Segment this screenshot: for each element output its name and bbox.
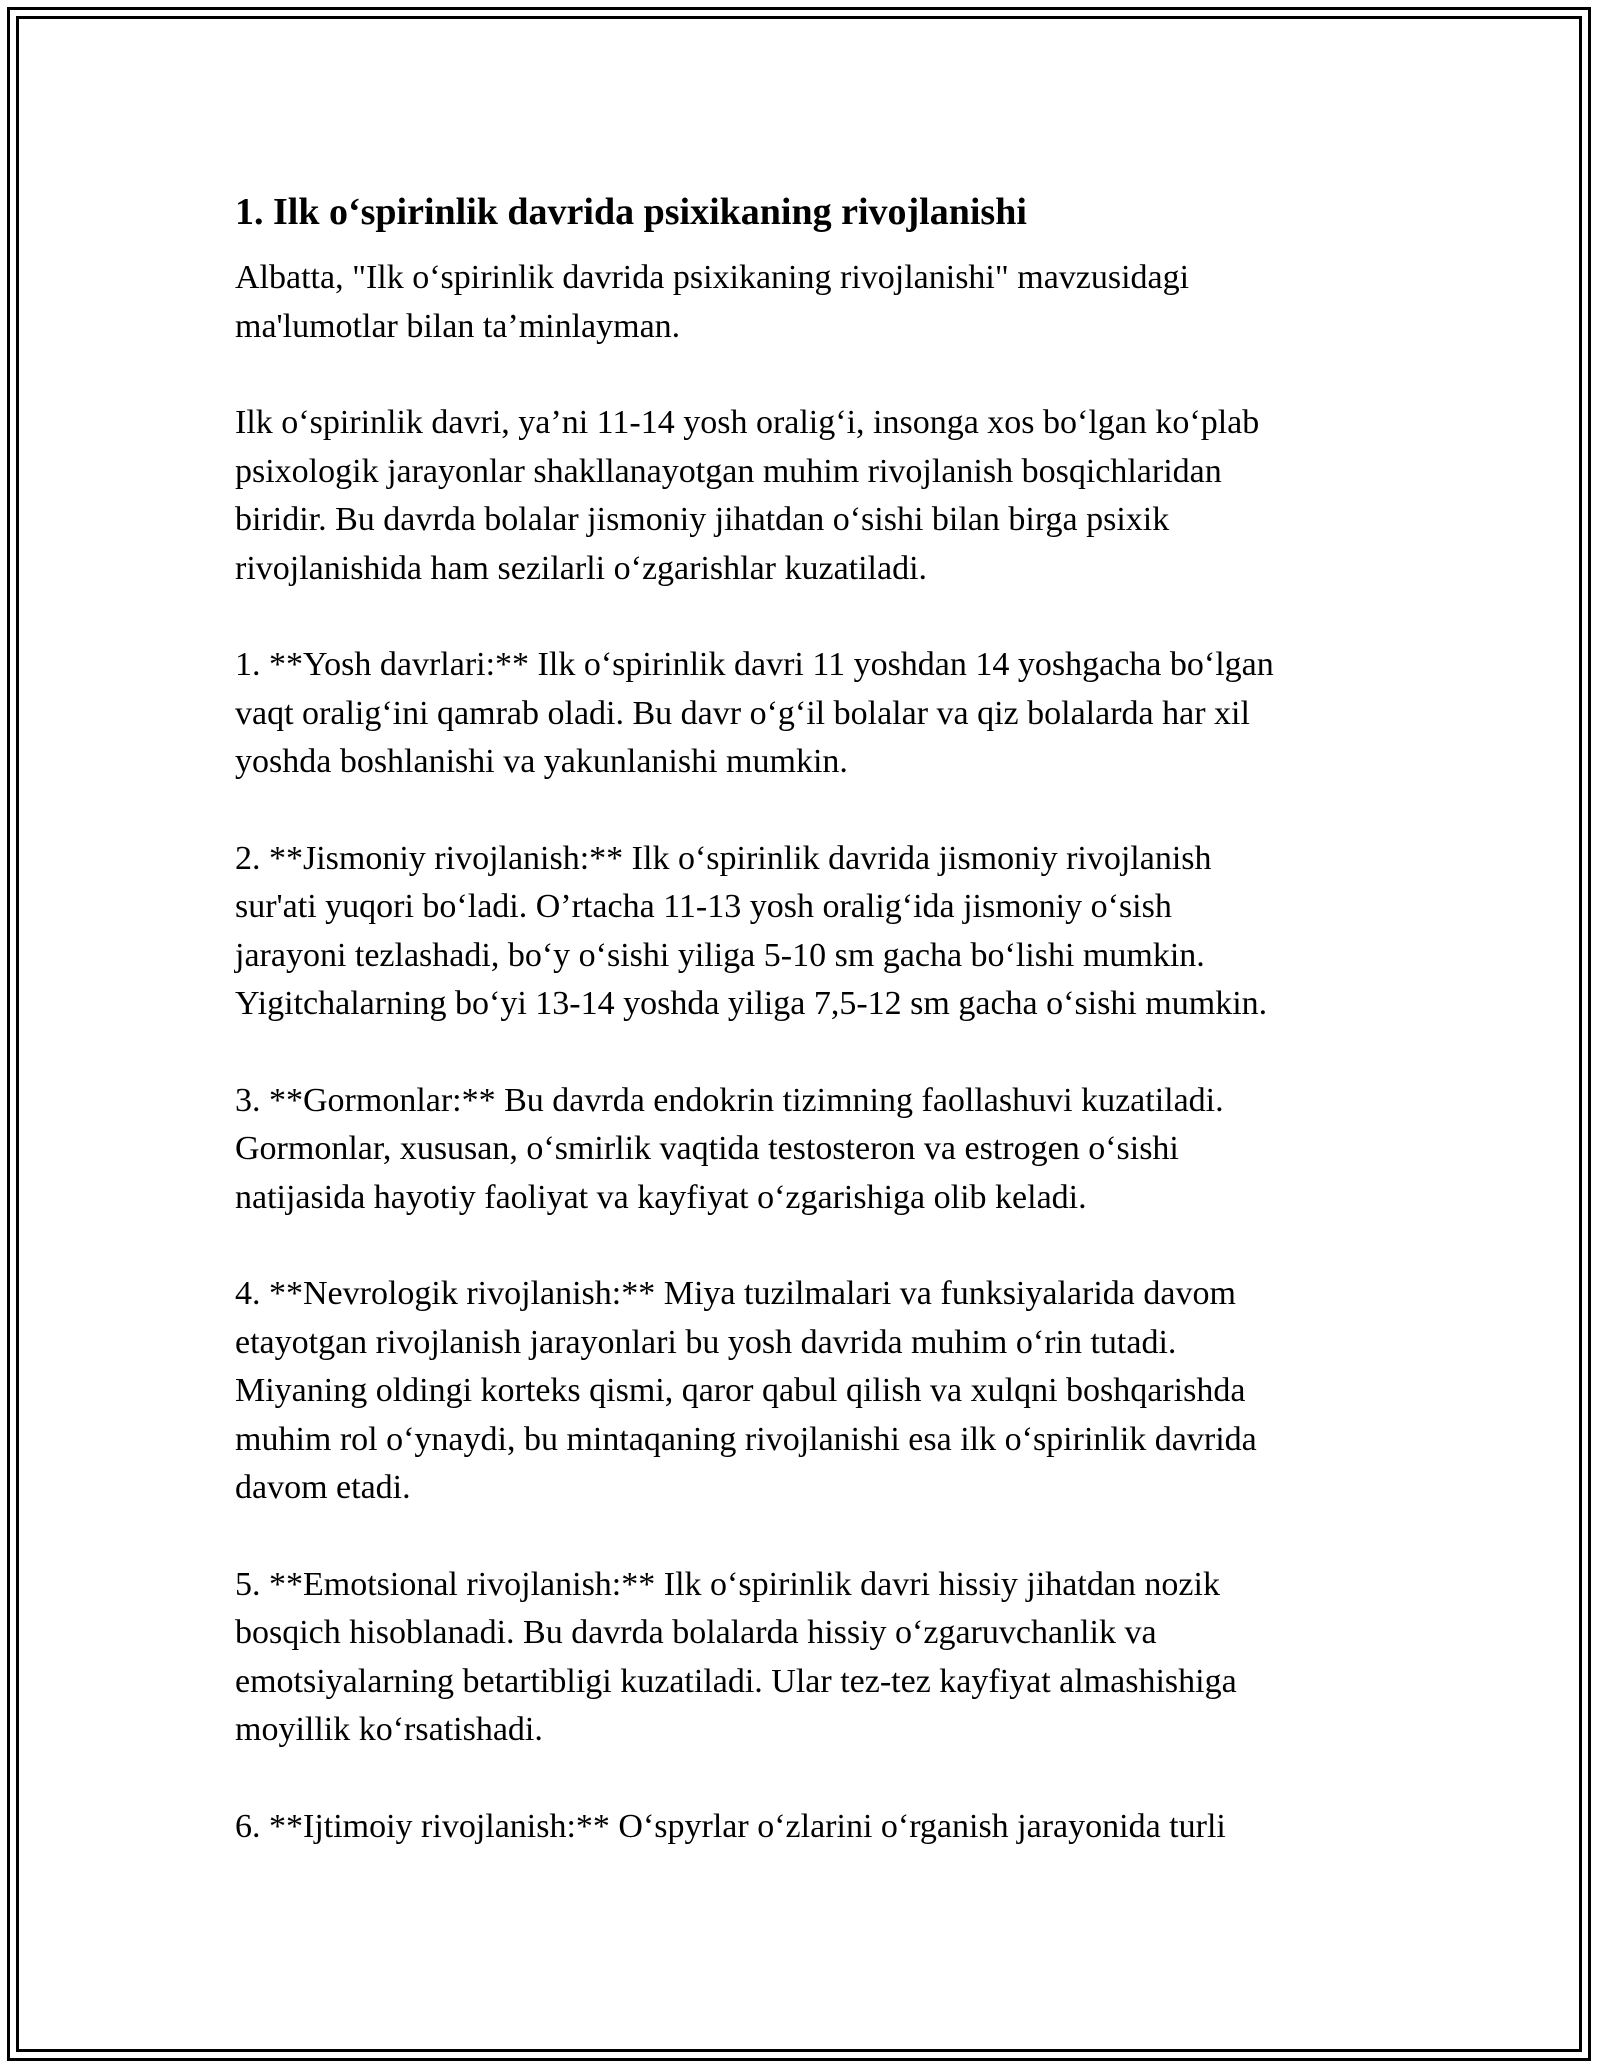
paragraph-intro bbox=[235, 254, 1385, 351]
paragraph-item-3 bbox=[235, 1077, 1385, 1223]
text-line: moyillik ko‘rsatishadi. bbox=[235, 1711, 543, 1748]
text-line: vaqt oralig‘ini qamrab oladi. Bu davr o‘g‘il bolalar va qiz bolalarda har xil bbox=[235, 694, 1250, 732]
paragraph-item-2 bbox=[235, 835, 1385, 1029]
text-line: sur'ati yuqori bo‘ladi. O’rtacha 11-13 yosh oralig‘ida jismoniy o‘sish bbox=[235, 888, 1172, 925]
text-line: 6. **Ijtimoiy rivojlanish:** O‘spyrlar o‘zlarini o‘rganish jarayonida turli bbox=[235, 1807, 1226, 1845]
document-title: 1. Ilk o‘spirinlik davrida psixikaning rivojlanishi bbox=[235, 191, 1027, 233]
text-line: ma'lumotlar bilan ta’minlayman. bbox=[235, 307, 681, 345]
text-line: davom etadi. bbox=[235, 1469, 411, 1506]
text-line: 4. **Nevrologik rivojlanish:** Miya tuzilmalari va funksiyalarida davom bbox=[235, 1275, 1236, 1312]
paragraph-item-1 bbox=[235, 641, 1385, 787]
text-line: Ilk o‘spirinlik davri, ya’ni 11-14 yosh oralig‘i, insonga xos bo‘lgan ko‘plab bbox=[235, 404, 1260, 441]
text-line: 5. **Emotsional rivojlanish:** Ilk o‘spirinlik davri hissiy jihatdan nozik bbox=[235, 1565, 1220, 1603]
paragraph-item-6 bbox=[235, 1803, 1385, 1852]
text-line: Gormonlar, xususan, o‘smirlik vaqtida testosteron va estrogen o‘sishi bbox=[235, 1130, 1179, 1167]
text-line: psixologik jarayonlar shakllanayotgan muhim rivojlanish bosqichlaridan bbox=[235, 452, 1222, 490]
paragraph-item-5 bbox=[235, 1561, 1385, 1755]
text-line: 3. **Gormonlar:** Bu davrda endokrin tizimning faollashuvi kuzatiladi. bbox=[235, 1081, 1224, 1119]
text-line: 2. **Jismoniy rivojlanish:** Ilk o‘spirinlik davrida jismoniy rivojlanish bbox=[235, 839, 1212, 877]
document-page bbox=[235, 188, 1385, 1899]
text-line: emotsiyalarning betartibligi kuzatiladi. Ular tez-tez kayfiyat almashishiga bbox=[235, 1662, 1237, 1700]
text-line: Yigitchalarning bo‘yi 13-14 yoshda yiliga 7,5-12 sm gacha o‘sishi mumkin. bbox=[235, 985, 1268, 1022]
text-line: biridir. Bu davrda bolalar jismoniy jihatdan o‘sishi bilan birga psixik bbox=[235, 501, 1170, 538]
text-line: natijasida hayotiy faoliyat va kayfiyat o‘zgarishiga olib keladi. bbox=[235, 1178, 1087, 1216]
text-line: muhim rol o‘ynaydi, bu mintaqaning rivojlanishi esa ilk o‘spirinlik davrida bbox=[235, 1420, 1257, 1458]
paragraph-item-4 bbox=[235, 1270, 1385, 1513]
text-line: 1. **Yosh davrlari:** Ilk o‘spirinlik davri 11 yoshdan 14 yoshgacha bo‘lgan bbox=[235, 646, 1274, 683]
text-line: Miyaning oldingi korteks qismi, qaror qabul qilish va xulqni boshqarishda bbox=[235, 1372, 1246, 1409]
text-line: jarayoni tezlashadi, bo‘y o‘sishi yiliga 5-10 sm gacha bo‘lishi mumkin. bbox=[235, 936, 1205, 974]
text-line: yoshda boshlanishi va yakunlanishi mumkin. bbox=[235, 743, 848, 780]
text-line: Albatta, "Ilk o‘spirinlik davrida psixikaning rivojlanishi" mavzusidagi bbox=[235, 259, 1190, 296]
text-line: bosqich hisoblanadi. Bu davrda bolalarda hissiy o‘zgaruvchanlik va bbox=[235, 1614, 1157, 1651]
text-line: rivojlanishida ham sezilarli o‘zgarishlar kuzatiladi. bbox=[235, 549, 928, 587]
text-line: etayotgan rivojlanish jarayonlari bu yosh davrida muhim o‘rin tutadi. bbox=[235, 1323, 1177, 1361]
paragraph-overview bbox=[235, 399, 1385, 593]
